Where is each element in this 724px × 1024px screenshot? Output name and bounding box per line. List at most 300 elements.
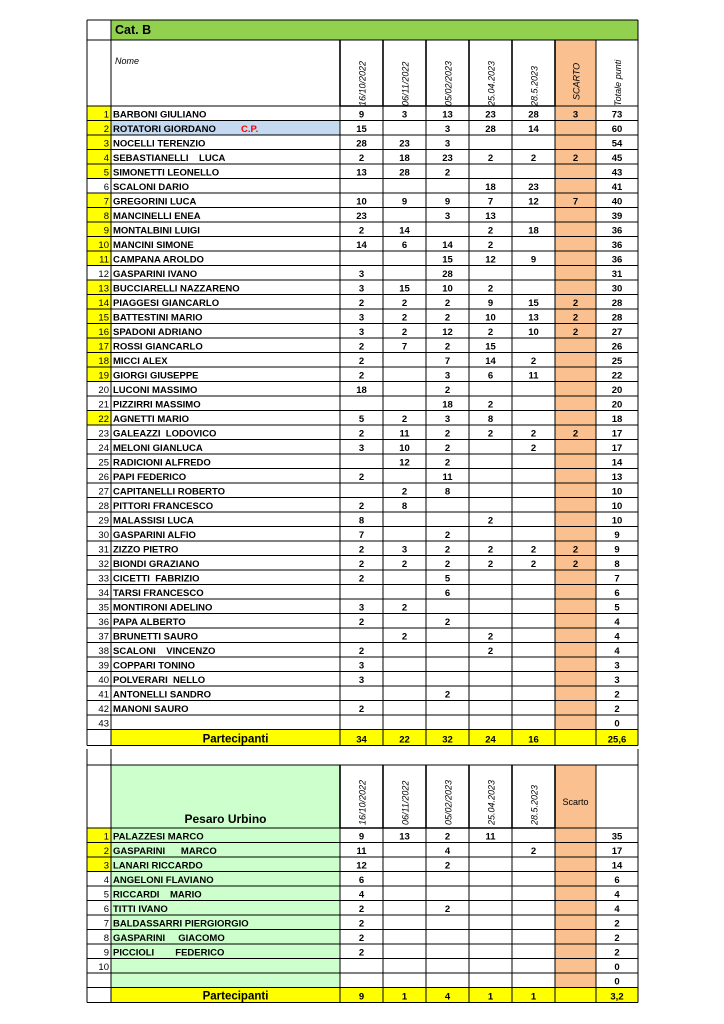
partecipanti-average: 25,6 bbox=[607, 734, 627, 746]
rank-cell: 10 bbox=[98, 240, 109, 251]
score-cell: 2 bbox=[487, 153, 494, 164]
score-cell: 3 bbox=[444, 124, 451, 135]
nome-header: Nome bbox=[115, 56, 140, 66]
score-cell: 2 bbox=[444, 385, 451, 396]
scarto-cell: 2 bbox=[572, 312, 579, 324]
score-cell: 6 bbox=[358, 875, 365, 886]
score-cell: 3 bbox=[444, 370, 451, 382]
score-cell: 2 bbox=[358, 947, 365, 959]
score-cell: 28 bbox=[356, 138, 367, 150]
score-cell: 4 bbox=[444, 846, 451, 857]
score-cell: 2 bbox=[401, 559, 408, 570]
total-cell: 10 bbox=[611, 486, 623, 498]
section-title: Cat. B bbox=[115, 23, 152, 37]
rank-cell: 16 bbox=[98, 327, 109, 338]
score-cell: 23 bbox=[442, 153, 453, 164]
score-cell: 23 bbox=[356, 211, 367, 222]
participant-name: ROTATORI GIORDANO bbox=[113, 124, 216, 135]
partecipanti-count: 4 bbox=[444, 991, 451, 1003]
rank-cell: 23 bbox=[98, 428, 109, 440]
rank-cell: 8 bbox=[103, 211, 109, 222]
score-cell: 11 bbox=[528, 370, 539, 382]
total-cell: 43 bbox=[611, 167, 623, 179]
rank-cell: 40 bbox=[98, 675, 109, 686]
score-cell: 9 bbox=[487, 298, 494, 309]
participant-name: GASPARINI ALFIO bbox=[113, 530, 196, 541]
score-cell: 10 bbox=[485, 312, 496, 324]
score-cell: 9 bbox=[358, 831, 365, 843]
participant-name: MANONI SAURO bbox=[113, 704, 189, 715]
rank-cell: 35 bbox=[98, 602, 109, 614]
scarto-cell: 7 bbox=[572, 196, 579, 208]
rank-cell: 1 bbox=[103, 109, 109, 121]
participant-name: MANCINELLI ENEA bbox=[113, 211, 201, 222]
participant-name: AGNETTI MARIO bbox=[113, 414, 189, 425]
partecipanti-count: 16 bbox=[528, 734, 539, 746]
rank-cell: 1 bbox=[103, 831, 109, 843]
participant-name: GASPARINI MARCO bbox=[113, 846, 217, 857]
score-cell: 13 bbox=[528, 312, 539, 324]
score-cell: 2 bbox=[358, 501, 365, 512]
partecipanti-count: 22 bbox=[399, 734, 410, 746]
total-cell: 4 bbox=[614, 646, 620, 657]
score-cell: 2 bbox=[358, 918, 365, 930]
score-cell: 3 bbox=[444, 211, 451, 222]
rank-cell: 43 bbox=[98, 718, 109, 730]
score-cell: 2 bbox=[487, 283, 494, 295]
score-cell: 13 bbox=[356, 167, 367, 179]
score-cell: 9 bbox=[530, 254, 537, 266]
score-cell: 3 bbox=[358, 327, 365, 338]
rank-cell: 6 bbox=[103, 904, 109, 915]
score-cell: 2 bbox=[358, 704, 365, 715]
score-cell: 2 bbox=[358, 617, 365, 628]
score-cell: 2 bbox=[444, 544, 451, 556]
total-cell: 60 bbox=[611, 124, 623, 135]
participant-name: BUCCIARELLI NAZZARENO bbox=[113, 283, 240, 295]
total-cell: 28 bbox=[611, 312, 623, 324]
score-cell: 2 bbox=[487, 225, 494, 237]
total-cell: 0 bbox=[614, 962, 620, 973]
score-cell: 14 bbox=[356, 240, 367, 251]
partecipanti-average: 3,2 bbox=[610, 991, 624, 1003]
score-cell: 12 bbox=[356, 860, 367, 872]
total-cell: 36 bbox=[611, 240, 623, 251]
total-cell: 22 bbox=[611, 370, 623, 382]
participant-name: GIORGI GIUSEPPE bbox=[113, 370, 199, 382]
partecipanti-count: 32 bbox=[442, 734, 453, 746]
score-cell: 2 bbox=[530, 559, 537, 570]
participant-name: LUCONI MASSIMO bbox=[113, 385, 198, 396]
date-header: 05/02/2023 bbox=[443, 779, 454, 825]
rank-cell: 2 bbox=[103, 846, 109, 857]
total-cell: 18 bbox=[611, 414, 623, 425]
total-cell: 17 bbox=[611, 846, 623, 857]
rank-cell: 17 bbox=[98, 341, 109, 353]
score-cell: 2 bbox=[444, 860, 451, 872]
score-cell: 18 bbox=[399, 153, 410, 164]
participant-name: BRUNETTI SAURO bbox=[113, 631, 198, 643]
score-cell: 10 bbox=[399, 443, 410, 454]
participant-name: BATTESTINI MARIO bbox=[113, 312, 203, 324]
score-cell: 2 bbox=[358, 341, 365, 353]
total-cell: 4 bbox=[614, 904, 620, 915]
score-cell: 8 bbox=[444, 486, 451, 498]
total-cell: 39 bbox=[611, 211, 623, 222]
participant-name: PIAGGESI GIANCARLO bbox=[113, 298, 220, 309]
participant-name: PITTORI FRANCESCO bbox=[113, 501, 214, 512]
score-cell: 2 bbox=[401, 298, 408, 309]
rank-cell: 7 bbox=[103, 918, 109, 930]
rank-cell: 9 bbox=[103, 225, 109, 237]
scarto-cell: 3 bbox=[572, 109, 579, 121]
score-cell: 2 bbox=[444, 428, 451, 440]
scarto-cell: 2 bbox=[572, 544, 579, 556]
score-cell: 8 bbox=[487, 414, 494, 425]
date-header: 06/11/2022 bbox=[400, 61, 411, 106]
participant-name: BALDASSARRI PIERGIORGIO bbox=[113, 918, 249, 930]
total-cell: 31 bbox=[611, 269, 623, 280]
scarto-cell: 2 bbox=[572, 559, 579, 570]
score-cell: 2 bbox=[487, 559, 494, 570]
participant-name: ZIZZO PIETRO bbox=[113, 544, 179, 556]
score-cell: 2 bbox=[401, 414, 408, 425]
total-cell: 13 bbox=[611, 472, 623, 483]
total-cell: 30 bbox=[611, 283, 623, 295]
participant-name: TARSI FRANCESCO bbox=[113, 588, 204, 599]
score-cell: 2 bbox=[358, 356, 365, 367]
score-cell: 11 bbox=[399, 428, 410, 440]
score-cell: 2 bbox=[444, 831, 451, 843]
score-cell: 28 bbox=[442, 269, 453, 280]
score-cell: 14 bbox=[528, 124, 539, 135]
score-cell: 2 bbox=[444, 559, 451, 570]
total-cell: 10 bbox=[611, 515, 623, 527]
rank-cell: 37 bbox=[98, 631, 109, 643]
score-cell: 11 bbox=[485, 831, 496, 843]
score-cell: 2 bbox=[487, 428, 494, 440]
participant-name: BARBONI GIULIANO bbox=[113, 109, 207, 121]
total-cell: 8 bbox=[614, 559, 620, 570]
score-cell: 2 bbox=[358, 370, 365, 382]
total-cell: 35 bbox=[611, 831, 623, 843]
participant-name: BIONDI GRAZIANO bbox=[113, 559, 200, 570]
score-cell: 2 bbox=[444, 312, 451, 324]
score-cell: 15 bbox=[442, 254, 453, 266]
score-cell: 6 bbox=[401, 240, 408, 251]
score-cell: 2 bbox=[444, 341, 451, 353]
score-cell: 2 bbox=[444, 530, 451, 541]
score-cell: 2 bbox=[530, 846, 537, 857]
date-header: 05/02/2023 bbox=[443, 60, 454, 106]
score-cell: 10 bbox=[528, 327, 539, 338]
participant-name: PALAZZESI MARCO bbox=[113, 831, 204, 843]
rank-cell: 38 bbox=[98, 646, 109, 657]
total-cell: 26 bbox=[611, 341, 623, 353]
score-cell: 2 bbox=[401, 631, 408, 643]
score-cell: 18 bbox=[528, 225, 539, 237]
participant-name: PIZZIRRI MASSIMO bbox=[113, 399, 201, 411]
scarto-cell: 2 bbox=[572, 428, 579, 440]
participant-name: ANTONELLI SANDRO bbox=[113, 689, 211, 701]
participant-name: ANGELONI FLAVIANO bbox=[113, 875, 214, 886]
scarto-header: SCARTO bbox=[571, 62, 582, 100]
rank-cell: 14 bbox=[98, 298, 109, 309]
score-cell: 12 bbox=[485, 254, 496, 266]
score-cell: 2 bbox=[530, 428, 537, 440]
participant-name: MALASSISI LUCA bbox=[113, 515, 194, 527]
total-cell: 36 bbox=[611, 254, 623, 266]
participant-name: GASPARINI IVANO bbox=[113, 269, 198, 280]
partecipanti-count: 1 bbox=[401, 991, 408, 1003]
partecipanti-row-fill bbox=[111, 988, 638, 1003]
title-bar bbox=[111, 20, 638, 40]
score-cell: 2 bbox=[358, 559, 365, 570]
score-cell: 7 bbox=[487, 196, 494, 208]
score-cell: 2 bbox=[358, 544, 365, 556]
total-cell: 20 bbox=[611, 399, 623, 411]
rank-cell: 6 bbox=[103, 182, 109, 193]
scarto-cell: 2 bbox=[572, 327, 579, 338]
score-cell: 3 bbox=[401, 544, 408, 556]
score-cell: 8 bbox=[401, 501, 408, 512]
participant-name: CAPITANELLI ROBERTO bbox=[113, 486, 226, 498]
partecipanti-label: Partecipanti bbox=[202, 990, 269, 1003]
score-cell: 2 bbox=[444, 167, 451, 179]
score-cell: 2 bbox=[444, 298, 451, 309]
score-cell: 9 bbox=[444, 196, 451, 208]
score-cell: 15 bbox=[528, 298, 539, 309]
score-cell: 18 bbox=[442, 399, 453, 411]
score-cell: 7 bbox=[401, 341, 408, 353]
total-cell: 2 bbox=[614, 689, 620, 701]
score-cell: 6 bbox=[487, 370, 494, 382]
score-cell: 9 bbox=[401, 196, 408, 208]
participant-name: COPPARI TONINO bbox=[113, 660, 195, 672]
partecipanti-label: Partecipanti bbox=[202, 733, 269, 746]
rank-cell: 32 bbox=[98, 559, 109, 570]
rank-cell: 28 bbox=[98, 501, 109, 512]
total-cell: 17 bbox=[611, 428, 623, 440]
rank-cell: 26 bbox=[98, 472, 109, 483]
score-cell: 18 bbox=[356, 385, 367, 396]
participant-name: MONTALBINI LUIGI bbox=[113, 225, 200, 237]
partecipanti-count: 1 bbox=[487, 991, 494, 1003]
score-cell: 2 bbox=[358, 646, 365, 657]
total-cell: 73 bbox=[611, 109, 623, 121]
date-header: 25.04.2023 bbox=[486, 779, 497, 825]
total-cell: 20 bbox=[611, 385, 623, 396]
participant-name: GASPARINI GIACOMO bbox=[113, 933, 225, 944]
rank-cell: 22 bbox=[98, 414, 109, 425]
score-cell: 3 bbox=[358, 443, 365, 454]
participant-name: RICCARDI MARIO bbox=[113, 889, 202, 901]
rank-cell: 7 bbox=[103, 196, 109, 208]
score-cell: 2 bbox=[358, 428, 365, 440]
score-cell: 28 bbox=[528, 109, 539, 121]
total-cell: 5 bbox=[614, 602, 620, 614]
rank-cell: 31 bbox=[98, 544, 109, 556]
participant-name: PAPA ALBERTO bbox=[113, 617, 186, 628]
rank-cell: 9 bbox=[103, 947, 109, 959]
score-cell: 11 bbox=[442, 472, 453, 483]
participant-name: PICCIOLI FEDERICO bbox=[113, 947, 225, 959]
total-cell: 2 bbox=[614, 947, 620, 959]
score-cell: 2 bbox=[487, 240, 494, 251]
score-cell: 10 bbox=[442, 283, 453, 295]
total-cell: 27 bbox=[611, 327, 623, 338]
rank-cell: 42 bbox=[98, 704, 109, 715]
score-cell: 15 bbox=[356, 124, 367, 135]
score-cell: 3 bbox=[358, 675, 365, 686]
participant-name: MONTIRONI ADELINO bbox=[113, 602, 213, 614]
participant-name: CAMPANA AROLDO bbox=[113, 254, 204, 266]
score-cell: 8 bbox=[358, 515, 365, 527]
score-cell: 2 bbox=[487, 646, 494, 657]
participant-name: MICCI ALEX bbox=[113, 356, 168, 367]
score-cell: 2 bbox=[444, 443, 451, 454]
total-cell: 2 bbox=[614, 933, 620, 944]
total-cell: 9 bbox=[614, 544, 620, 556]
score-cell: 2 bbox=[358, 472, 365, 483]
rank-cell: 39 bbox=[98, 660, 109, 672]
score-cell: 2 bbox=[444, 617, 451, 628]
score-cell: 2 bbox=[487, 399, 494, 411]
score-cell: 2 bbox=[401, 602, 408, 614]
rank-cell: 11 bbox=[99, 254, 109, 266]
total-cell: 41 bbox=[611, 182, 623, 193]
partecipanti-count: 24 bbox=[485, 734, 496, 746]
score-cell: 2 bbox=[530, 356, 537, 367]
rank-cell: 10 bbox=[98, 962, 109, 973]
rank-cell: 20 bbox=[98, 385, 109, 396]
score-cell: 11 bbox=[356, 846, 367, 857]
rank-cell: 21 bbox=[98, 399, 109, 411]
rank-cell: 13 bbox=[98, 283, 109, 295]
rank-cell: 8 bbox=[103, 933, 109, 944]
rank-cell: 25 bbox=[98, 457, 109, 469]
participant-name: MANCINI SIMONE bbox=[113, 240, 194, 251]
rank-cell: 18 bbox=[98, 356, 109, 367]
rank-cell: 3 bbox=[103, 138, 109, 150]
rank-cell: 33 bbox=[98, 573, 109, 585]
partecipanti-count: 34 bbox=[356, 734, 367, 746]
score-cell: 2 bbox=[444, 457, 451, 469]
score-cell: 3 bbox=[358, 283, 365, 295]
scarto-column-fill bbox=[555, 40, 596, 730]
score-cell: 2 bbox=[530, 544, 537, 556]
rank-cell: 41 bbox=[98, 689, 109, 701]
score-cell: 2 bbox=[487, 631, 494, 643]
score-cell: 2 bbox=[444, 904, 451, 915]
rank-cell: 12 bbox=[98, 269, 109, 280]
score-cell: 13 bbox=[442, 109, 453, 121]
score-cell: 10 bbox=[356, 196, 367, 208]
total-cell: 36 bbox=[611, 225, 623, 237]
participant-name: NOCELLI TERENZIO bbox=[113, 138, 206, 150]
score-cell: 2 bbox=[358, 298, 365, 309]
score-cell: 28 bbox=[485, 124, 496, 135]
score-cell: 23 bbox=[485, 109, 496, 121]
total-cell: 3 bbox=[614, 675, 620, 686]
score-cell: 2 bbox=[358, 153, 365, 164]
total-cell: 2 bbox=[614, 918, 620, 930]
scarto-cell: 2 bbox=[572, 153, 579, 164]
participant-name: PAPI FEDERICO bbox=[113, 472, 187, 483]
scarto-cell: 2 bbox=[572, 298, 579, 309]
total-cell: 4 bbox=[614, 631, 620, 643]
score-cell: 14 bbox=[485, 356, 496, 367]
score-cell: 7 bbox=[358, 530, 365, 541]
rank-cell: 4 bbox=[103, 875, 109, 886]
rank-cell: 30 bbox=[98, 530, 109, 541]
rank-cell: 15 bbox=[98, 312, 109, 324]
participant-name: SPADONI ADRIANO bbox=[113, 327, 203, 338]
score-cell: 4 bbox=[358, 889, 365, 901]
participant-name: RADICIONI ALFREDO bbox=[113, 457, 211, 469]
rank-cell: 19 bbox=[98, 370, 109, 382]
total-cell: 14 bbox=[611, 860, 623, 872]
score-cell: 2 bbox=[487, 544, 494, 556]
score-cell: 18 bbox=[485, 182, 496, 193]
total-cell: 54 bbox=[611, 138, 623, 150]
score-cell: 5 bbox=[358, 414, 365, 425]
score-cell: 2 bbox=[401, 312, 408, 324]
score-cell: 13 bbox=[399, 831, 410, 843]
score-cell: 3 bbox=[444, 138, 451, 150]
participant-name: SCALONI VINCENZO bbox=[113, 646, 216, 657]
total-cell: 4 bbox=[614, 617, 620, 628]
partecipanti-count: 9 bbox=[358, 991, 365, 1003]
total-cell: 4 bbox=[614, 889, 620, 901]
rank-cell: 5 bbox=[103, 889, 109, 901]
score-cell: 14 bbox=[399, 225, 410, 237]
participant-name: ROSSI GIANCARLO bbox=[113, 341, 203, 353]
participant-name: SCALONI DARIO bbox=[113, 182, 189, 193]
participant-name: GREGORINI LUCA bbox=[113, 196, 197, 208]
score-cell: 3 bbox=[358, 602, 365, 614]
participant-name: CICETTI FABRIZIO bbox=[113, 573, 200, 585]
participant-name: SIMONETTI LEONELLO bbox=[113, 167, 220, 179]
total-cell: 0 bbox=[614, 718, 620, 730]
participant-name: LANARI RICCARDO bbox=[113, 860, 203, 872]
score-cell: 3 bbox=[444, 414, 451, 425]
score-cell: 15 bbox=[485, 341, 496, 353]
total-cell: 2 bbox=[614, 704, 620, 715]
rank-cell: 36 bbox=[98, 617, 109, 628]
participant-name: POLVERARI NELLO bbox=[113, 675, 206, 686]
score-cell: 2 bbox=[487, 327, 494, 338]
score-cell: 3 bbox=[358, 660, 365, 672]
date-header: 28.5.2023 bbox=[529, 65, 540, 106]
date-header: 16/10/2022 bbox=[357, 60, 368, 106]
score-cell: 28 bbox=[399, 167, 410, 179]
date-header: 16/10/2022 bbox=[357, 779, 368, 825]
score-cell: 3 bbox=[358, 269, 365, 280]
totale-header: Totale punti bbox=[613, 59, 623, 106]
score-cell: 7 bbox=[444, 356, 451, 367]
score-cell: 2 bbox=[530, 153, 537, 164]
score-cell: 13 bbox=[485, 211, 496, 222]
score-cell: 15 bbox=[399, 283, 410, 295]
score-cell: 2 bbox=[358, 573, 365, 585]
rank-cell: 27 bbox=[98, 486, 109, 498]
score-cell: 12 bbox=[399, 457, 410, 469]
score-cell: 2 bbox=[358, 225, 365, 237]
participant-name: SEBASTIANELLI LUCA bbox=[113, 153, 226, 164]
total-cell: 6 bbox=[614, 875, 620, 886]
score-cell: 23 bbox=[528, 182, 539, 193]
